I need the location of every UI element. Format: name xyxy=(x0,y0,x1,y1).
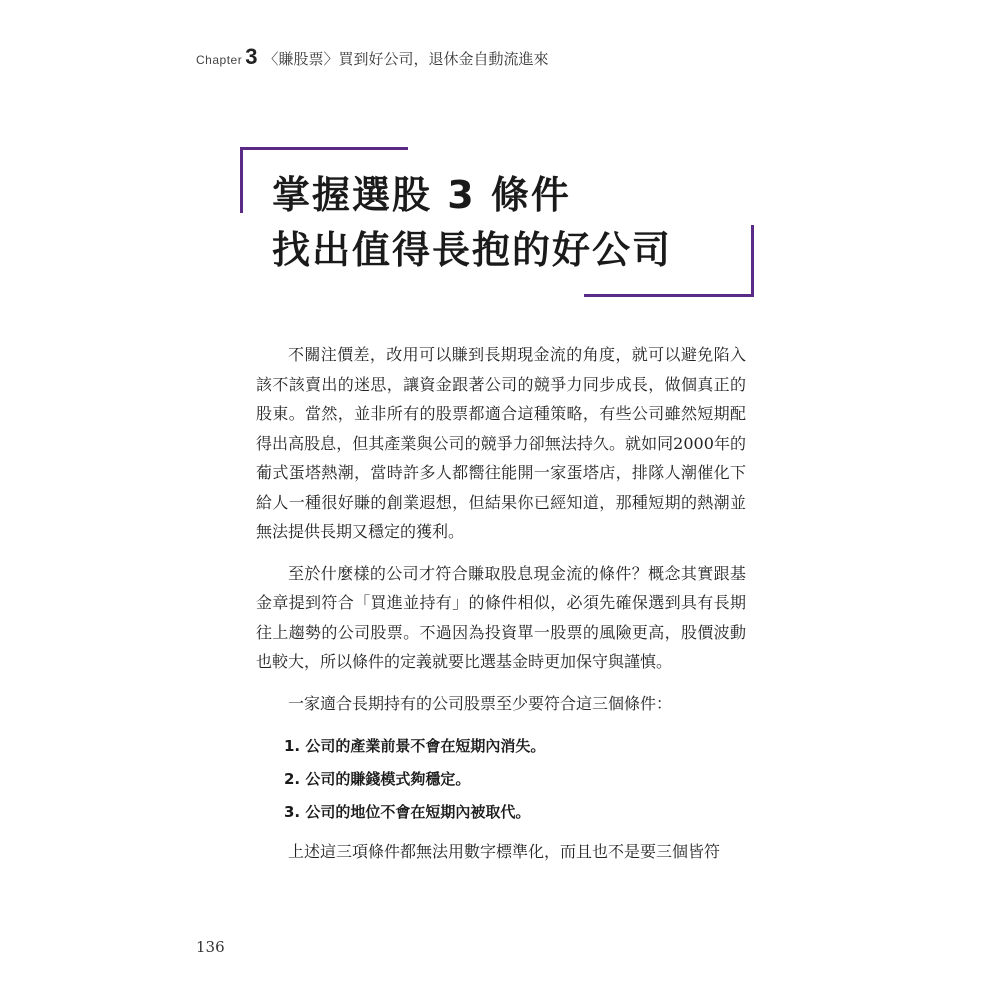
chapter-label: Chapter xyxy=(196,53,243,67)
bracket-bottom-right-vertical xyxy=(751,225,754,297)
condition-item-3: 3. 公司的地位不會在短期內被取代。 xyxy=(284,803,531,821)
section-title-line-2: 找出值得長抱的好公司 xyxy=(272,228,673,272)
paragraph-1: 不關注價差，改用可以賺到長期現金流的角度，就可以避免陷入該不該賣出的迷思，讓資金跟著公司的競爭力同步成長，做個真正的股東。當然，並非所有的股票都適合這種策略，有些公司雖然短期配得出高股息，但其產業與公司的競爭力卻無法持久。就如同2000年的葡式蛋塔熱潮，當時許多人都嚮往能開一家蛋塔店，排隊人潮催化下給人一種很好賺的創業遐想，但結果你已經知道，那種短期的熱潮並無法提供長期又穩定的獲利。 xyxy=(256,345,746,541)
bracket-top-left-vertical xyxy=(240,147,243,213)
bracket-bottom-right-horizontal xyxy=(584,294,754,297)
section-title-line-1: 掌握選股 3 條件 xyxy=(272,173,571,217)
condition-item-1: 1. 公司的產業前景不會在短期內消失。 xyxy=(284,737,546,755)
running-header xyxy=(196,44,548,70)
body-text xyxy=(256,340,746,879)
chapter-title: 〈賺股票〉買到好公司，退休金自動流進來 xyxy=(263,51,549,68)
paragraph-closing: 上述這三項條件都無法用數字標準化，而且也不是要三個皆符 xyxy=(288,842,721,861)
section-title xyxy=(272,168,672,278)
page-number: 136 xyxy=(196,938,225,956)
conditions-list xyxy=(256,730,746,829)
bracket-top-left-horizontal xyxy=(240,147,408,150)
paragraph-2: 至於什麼樣的公司才符合賺取股息現金流的條件？概念其實跟基金章提到符合「買進並持有」的條件相似，必須先確保選到具有長期往上趨勢的公司股票。不過因為投資單一股票的風險更高，股價波動也較大，所以條件的定義就要比選基金時更加保守與謹慎。 xyxy=(256,563,746,671)
paragraph-3: 一家適合長期持有的公司股票至少要符合這三個條件： xyxy=(288,693,673,713)
chapter-number: 3 xyxy=(245,44,258,69)
condition-item-2: 2. 公司的賺錢模式夠穩定。 xyxy=(284,770,471,788)
